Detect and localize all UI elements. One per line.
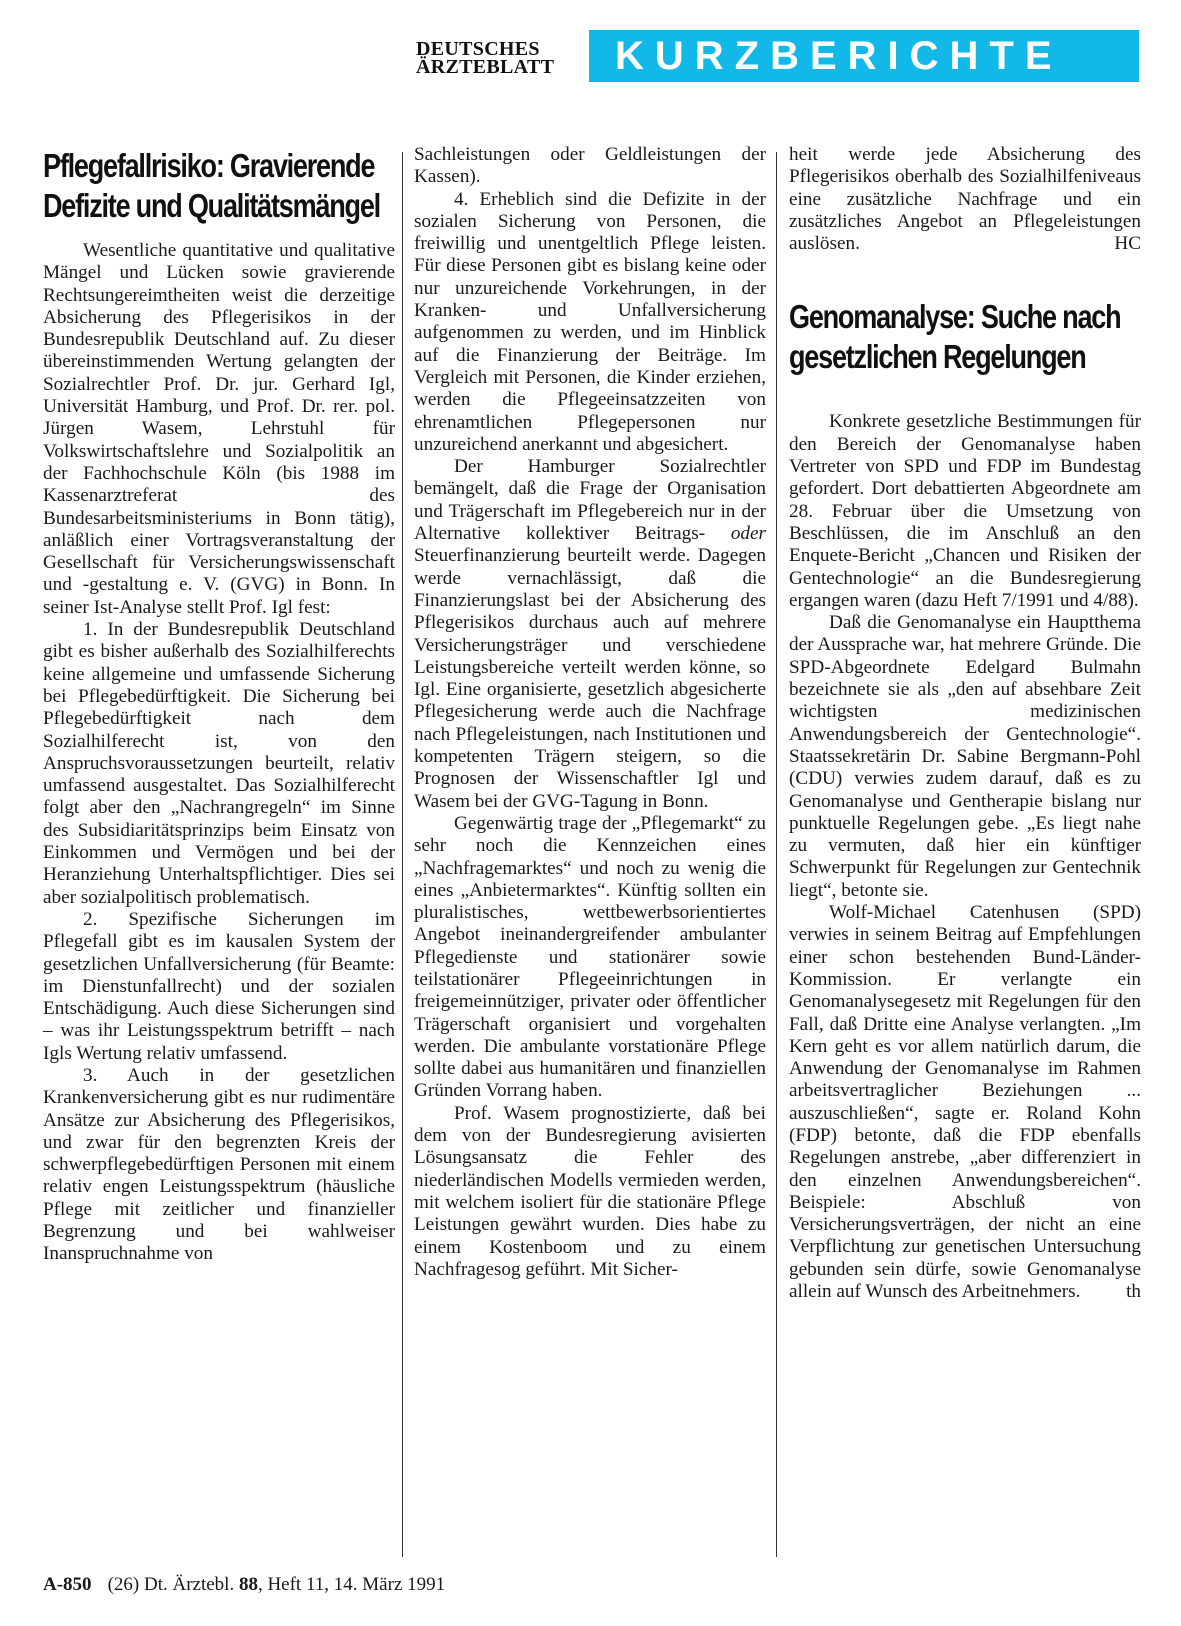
paragraph: Gegenwärtig trage der „Pflegemarkt“ zu sehr noch die Kennzeichen eines „Nachfragemarktes“ und noch zu wenig die eines „Anbietermarktes“. Künftig sollten ein pluralistisches, wettbewerbsorientiertes Angebot ineinandergreifender ambulanter Pflegedienste und stationärer sowie teilstationärer Pflegeeinrichtungen in freigemeinnütziger, privater oder öffentlicher Trägerschaft organisiert und vorgehalten werden. Die ambulante vorstationäre Pflege sollte dabei aus humanitären und finanziellen Gründen Vorrang haben.: [414, 812, 766, 1102]
emphasis: oder: [730, 523, 766, 545]
volume-number: 88: [238, 1574, 258, 1595]
brand-line-1: DEUTSCHES: [416, 38, 540, 60]
citation-prefix: (26) Dt. Ärztebl.: [107, 1574, 235, 1595]
column-2: [414, 144, 766, 1281]
article-2-headline: Genomanalyse: Suche nach gesetzlichen Regelungen: [789, 298, 1121, 376]
paragraph: 1. In der Bundesrepublik Deutschland gibt es bisher außerhalb des Sozialhilferechts keine allgemeine und umfassende Sicherung bei Pflegebedürftigkeit. Die Sicherung bei Pflegebedürftigkeit nach dem Sozialhilferecht ist, von den Anspruchsvoraussetzungen beurteilt, relativ umfassend ausgestaltet. Das Sozialhilferecht folgt aber den „Nachrangregeln“ im Sinne des Subsidiaritätsprinzips beim Einsatz von Einkommen und Vermögen und bei der Heranziehung Unterhaltspflichtiger. Dies sei aber sozialpolitisch problematisch.: [43, 619, 395, 908]
column-divider: [402, 152, 403, 1557]
section-banner: KURZBERICHTE: [589, 30, 1139, 82]
journal-logo: [416, 40, 586, 76]
masthead: [416, 30, 1156, 86]
author-signature: th: [1126, 1281, 1141, 1303]
author-signature: HC: [1114, 233, 1141, 255]
paragraph: 4. Erheblich sind die Defizite in der sozialen Sicherung von Personen, die freiwillig und unentgeltlich Pflege leisten. Für diese Personen gibt es bislang keine oder nur unzureichende Vorkehrungen, in der Kranken- und Unfallversicherung aufgenommen zu werden, und im Hinblick auf die Finanzierung der Beiträge. Im Vergleich mit Personen, die Kinder erziehen, werden die Pflegeeinsatzzeiten von ehrenamtlichen Pflegepersonen nur unzureichend anerkannt und abgesichert.: [414, 188, 766, 455]
paragraph-text: Der Hamburger Sozialrechtler bemängelt, daß die Frage der Organisation und Trägerschaft im Pflegebereich nur in der Alternative kollektiver Beitrags-: [414, 456, 766, 545]
paragraph: 2. Spezifische Sicherungen im Pflegefall gibt es im kausalen System der gesetzlichen Unfallversicherung (für Beamte: im Dienstunfallrecht) und der sozialen Entschädigung. Auch diese Sicherungen sind – was ihr Leistungsspektrum betrifft – nach Igls Wertung relativ umfassend.: [43, 908, 395, 1064]
paragraph-text: Steuerfinanzierung beurteilt werde. Dagegen werde vernachlässigt, daß die Finanzierungslast bei der Absicherung des Pflegerisikos durchaus auch auf mehrere Versicherungsträger und verschiedene Leistungsbereiche verteilt werden könne, so Igl. Eine organisierte, gesetzlich abgesicherte Pflegesicherung werde auch die Nachfrage nach Pflegeleistungen, nach Institutionen und kompetenten Trägern steigern, so die Prognosen der Wissenschaftler Igl und Wasem bei der GVG-Tagung in Bonn.: [414, 545, 766, 812]
article-1-headline: Pflegefallrisiko: Gravierende Defizite und Qualitätsmängel: [43, 147, 380, 224]
column-1: [43, 144, 395, 1266]
paragraph: Wesentliche quantitative und qualitative Mängel und Lücken sowie gravierende Rechtsungereimtheiten weist die derzeitige Absicherung des Pflegerisikos in der Bundesrepublik Deutschland auf. Zu dieser übereinstimmenden Wertung gelangten der Sozialrechtler Prof. Dr. jur. Gerhard Igl, Universität Hamburg, und Prof. Dr. rer. pol. Jürgen Wasem, Lehrstuhl für Volkswirtschaftslehre und Sozialpolitik an der Fachhochschule Köln (bis 1988 im Kassenarztreferat des Bundesarbeitsministeriums in Bonn tätig), anläßlich einer Vortragsveranstaltung der Gesellschaft für Versicherungswissenschaft und -gestaltung e. V. (GVG) in Bonn. In seiner Ist-Analyse stellt Prof. Igl fest:: [43, 240, 395, 618]
column-divider: [776, 152, 777, 1557]
page-number: A-850: [43, 1574, 92, 1595]
paragraph: 3. Auch in der gesetzlichen Krankenversicherung gibt es nur rudimentäre Ansätze zur Absicherung des Pflegerisikos, und zwar für den begrenzten Kreis der schwerpflegebedürftigen Personen mit einem relativ engen Leistungsspektrum (häusliche Pflege mit zeitlicher und finanzieller Begrenzung und bei wahlweiser Inanspruchnahme von: [43, 1064, 395, 1265]
brand-line-2: ÄRZTEBLATT: [416, 56, 555, 78]
paragraph-continuation: Sachleistungen oder Geldleistungen der Kassen).: [414, 144, 766, 188]
paragraph: Wolf-Michael Catenhusen (SPD) verwies in seinem Beitrag auf Empfehlungen einer schon bestehenden Bund-Länder-Kommission. Er verlangte ein Genomanalysegesetz mit Regelungen für den Fall, daß Dritte eine Analyse verlangten. „Im Kern geht es vor allem natürlich darum, die Anwendung der Genomanalyse im Rahmen arbeitsvertraglicher Beziehungen ... auszuschließen“, sagte er. Roland Kohn (FDP) betonte, daß die FDP ebenfalls Regelungen anstrebe, „aber differenziert in den einzelnen Anwendungsbereichen“. Beispiele: Abschluß von Versicherungsverträgen, der nicht an eine Verpflichtung zur genetischen Untersuchung gebunden sein dürfe, sowie Genomanalyse allein auf Wunsch des Arbeitnehmers. th: [789, 902, 1141, 1303]
paragraph: [414, 456, 766, 813]
page-footer: [43, 1574, 445, 1596]
paragraph: Prof. Wasem prognostizierte, daß bei dem von der Bundesregierung avisierten Lösungsansatz die Fehler des niederländischen Modells vermieden werden, mit welchem isoliert für die stationäre Pflege Leistungen gewährt wurden. Dies habe zu einem Kostenboom und zu einem Nachfragesog geführt. Mit Sicher-: [414, 1102, 766, 1280]
paragraph: Daß die Genomanalyse ein Hauptthema der Aussprache war, hat mehrere Gründe. Die SPD-Abgeordnete Edelgard Bulmahn bezeichnete sie als „den auf absehbare Zeit wichtigsten medizinischen Anwendungsbereich der Gentechnologie“. Staatssekretärin Dr. Sabine Bergmann-Pohl (CDU) verwies zudem darauf, daß es zu Genomanalyse und Gentherapie bislang nur punktuelle Regelungen gebe. „Es liegt nahe zu vermuten, daß hier ein künftiger Schwerpunkt für Regelungen zur Gentechnik liegt“, betonte sie.: [789, 612, 1141, 901]
paragraph: Konkrete gesetzliche Bestimmungen für den Bereich der Genomanalyse haben Vertreter von SPD und FDP im Bundestag gefordert. Dort debattierten Abgeordnete am 28. Februar über die Umsetzung von Beschlüssen, die im Anschluß an den Enquete-Bericht „Chancen und Risiken der Gentechnologie“ an die Bundesregierung ergangen waren (dazu Heft 7/1991 und 4/88).: [789, 411, 1141, 611]
paragraph-continuation: heit werde jede Absicherung des Pflegerisikos oberhalb des Sozialhilfeniveaus eine zusätzliche Nachfrage und ein zusätzliches Angebot an Pflegeleistungen auslösen. HC: [789, 144, 1141, 255]
column-3: [789, 144, 1141, 1303]
citation-suffix: , Heft 11, 14. März 1991: [257, 1574, 446, 1595]
